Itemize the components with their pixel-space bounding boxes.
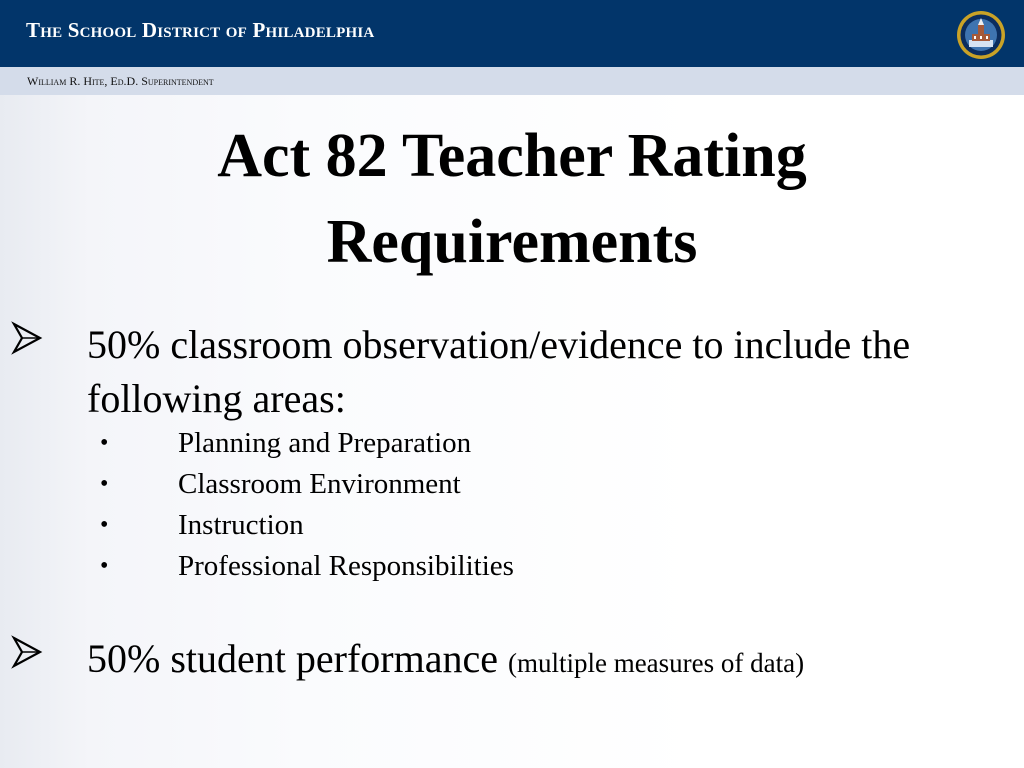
measures-note: (multiple measures of data) bbox=[507, 648, 805, 678]
superintendent-bar bbox=[0, 67, 1024, 95]
sub-item-label: Instruction bbox=[178, 509, 304, 541]
bullet-text bbox=[87, 632, 977, 690]
sub-bullet-dot: • bbox=[100, 471, 109, 497]
district-name: The School District of Philadelphia bbox=[26, 18, 375, 42]
sub-bullet-dot: • bbox=[100, 430, 109, 456]
sub-bullet-dot: • bbox=[100, 553, 109, 579]
bullet-text: 50% classroom observation/evidence to include the following areas: bbox=[87, 322, 911, 421]
title-line-1: Act 82 Teacher Rating bbox=[217, 122, 807, 190]
arrow-bullet-icon bbox=[10, 635, 44, 669]
district-seal-icon bbox=[956, 10, 1006, 60]
slide-title bbox=[0, 113, 1024, 285]
sub-item-label: Professional Responsibilities bbox=[178, 550, 514, 582]
student-performance-label: 50% student performance bbox=[87, 636, 498, 681]
sub-bullet-dot: • bbox=[100, 512, 109, 538]
title-line-2: Requirements bbox=[326, 208, 698, 276]
arrow-bullet-icon bbox=[10, 321, 44, 355]
sub-item-label: Planning and Preparation bbox=[178, 427, 472, 459]
header-bar bbox=[0, 0, 1024, 67]
superintendent-name: William R. Hite, Ed.D. Superintendent bbox=[27, 74, 214, 88]
sub-item-label: Classroom Environment bbox=[178, 468, 461, 500]
